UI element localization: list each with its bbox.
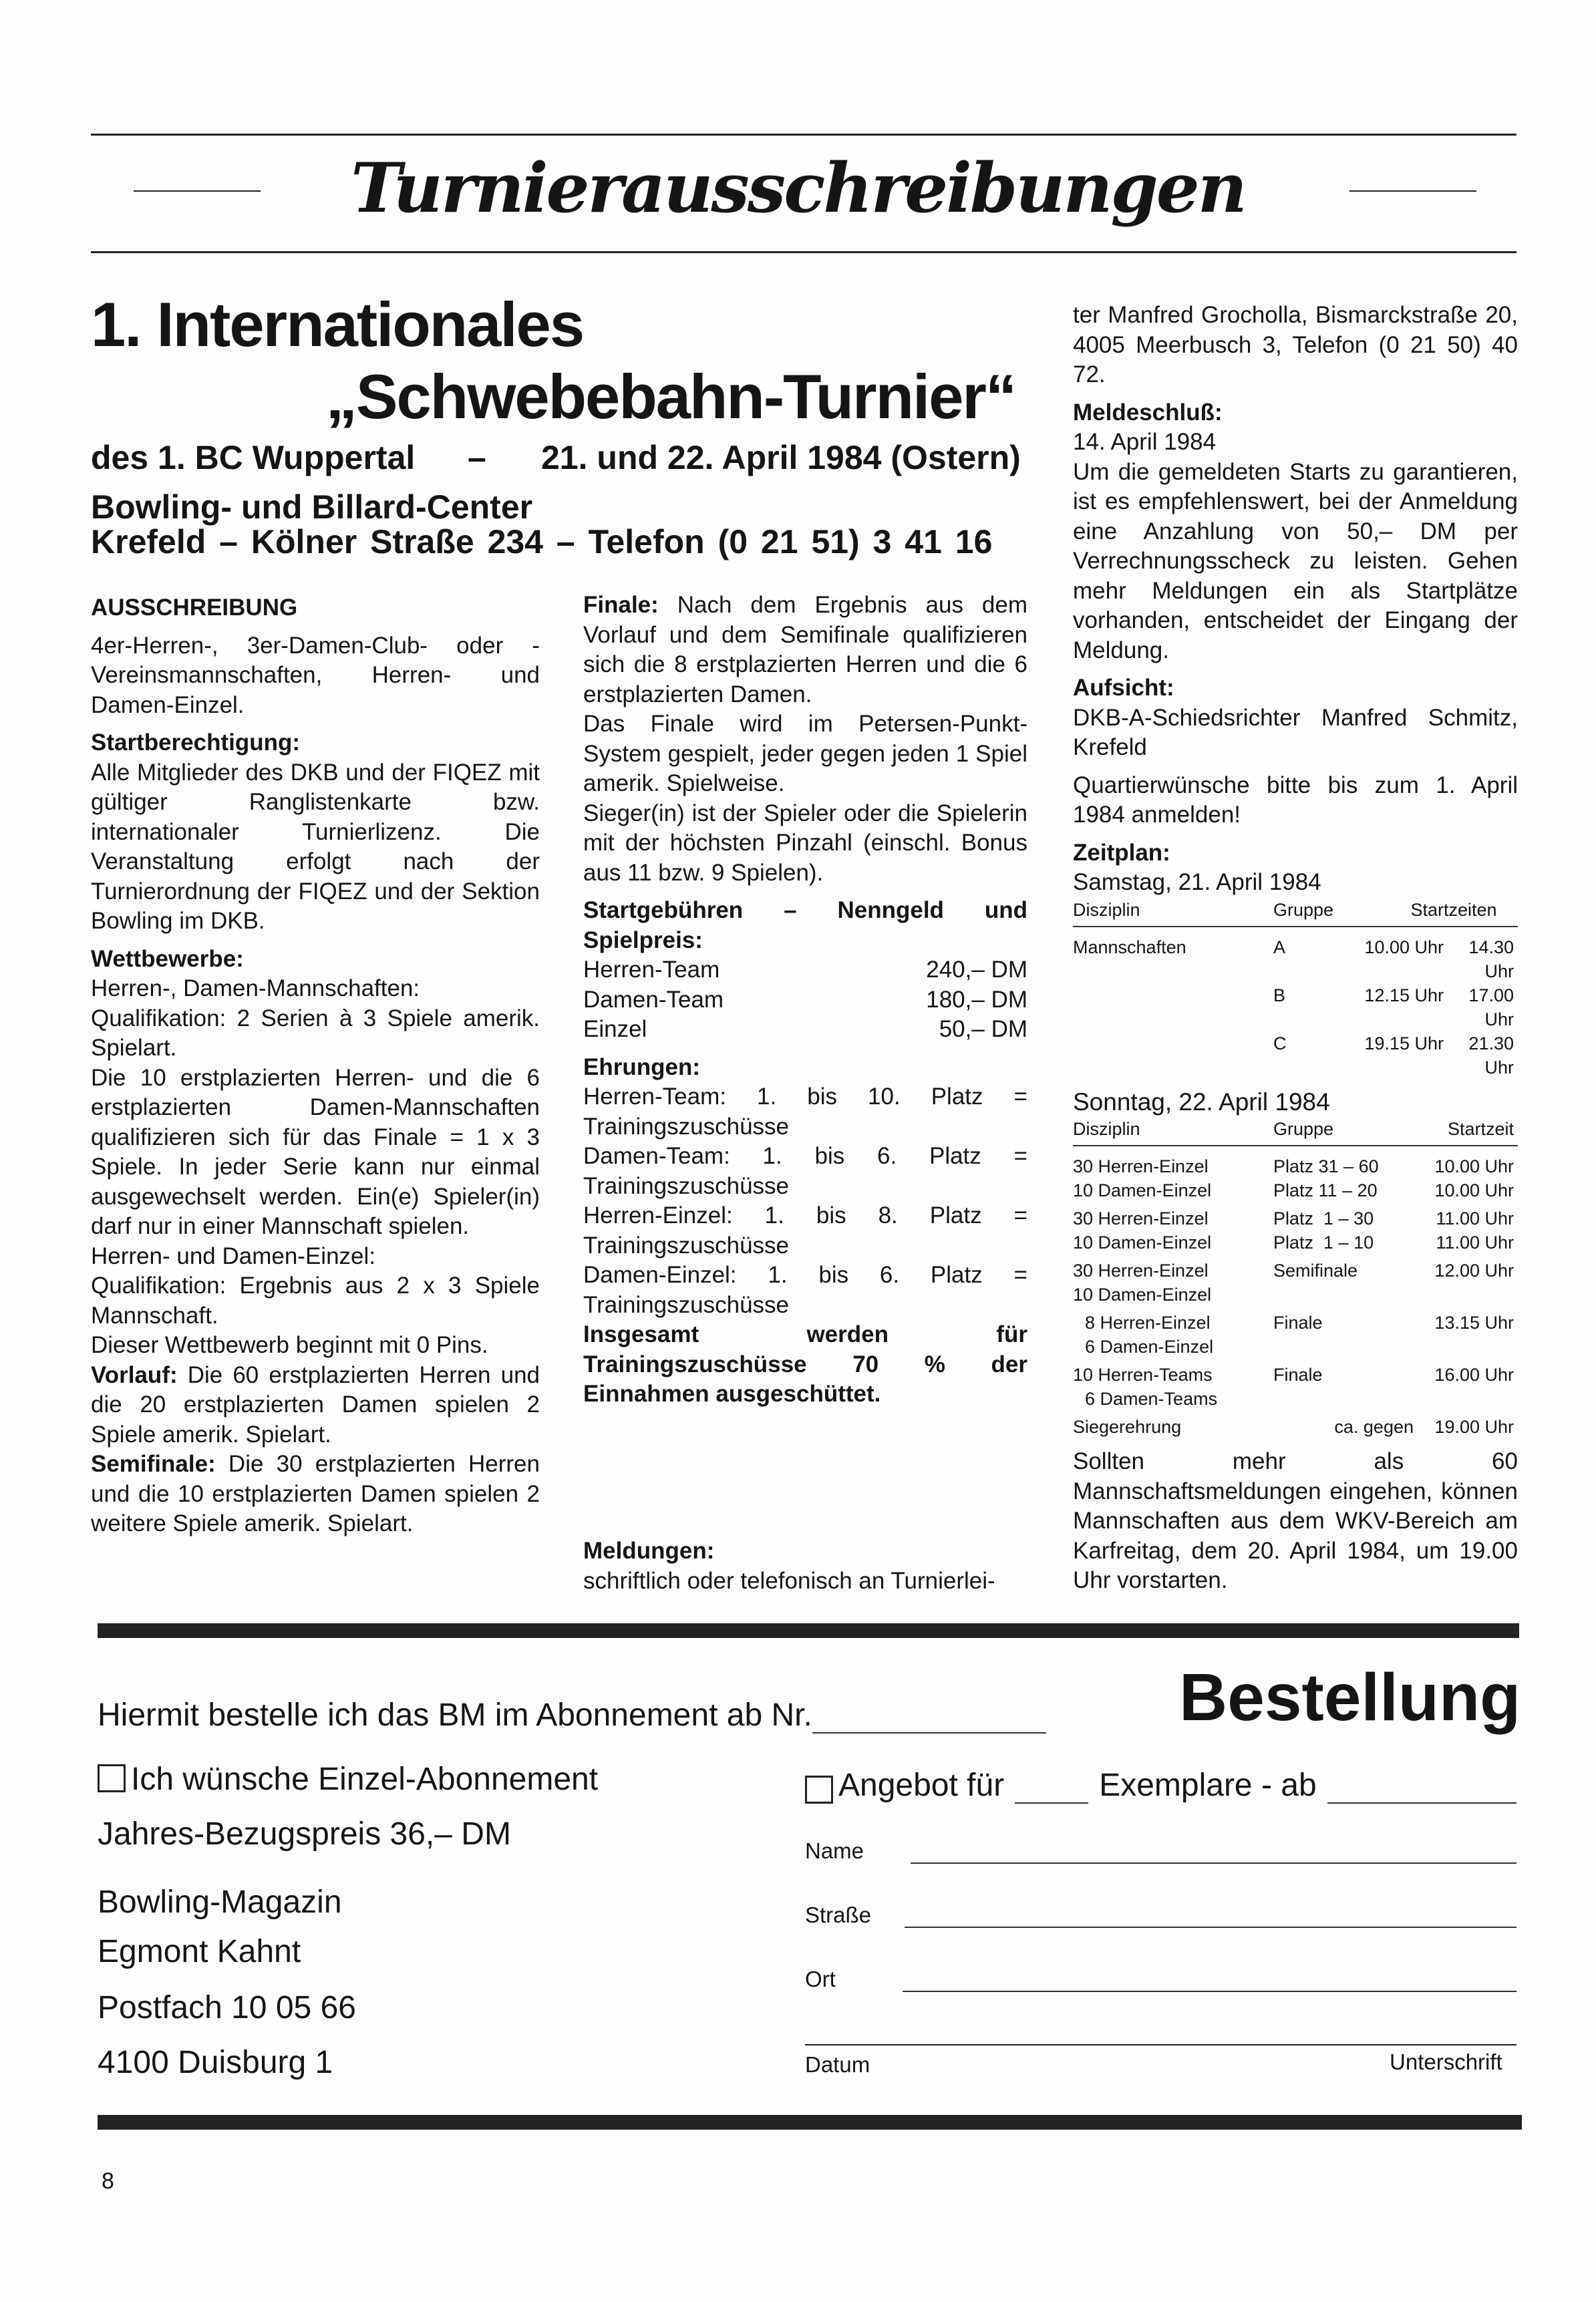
fee-row: [583, 1015, 1027, 1045]
table-row: [1073, 1206, 1518, 1230]
heading-finale: Finale:: [583, 592, 659, 618]
order-title: Bestellung: [1179, 1660, 1521, 1735]
table-cell: 6 Damen-Teams: [1085, 1389, 1218, 1409]
name-field[interactable]: [805, 1838, 1517, 1864]
fee-label: Damen-Team: [583, 986, 724, 1013]
table-cell: 21.30 Uhr: [1468, 1033, 1514, 1078]
address-line: Bowling-Magazin: [98, 1884, 342, 1920]
fee-value: 50,– DM: [939, 1016, 1027, 1042]
text-vorlauf: Die 60 erstplazierten Herren und die 20 erstplazierten Damen spielen 2 Spiele amerik. Spielart.: [91, 1361, 540, 1448]
table-cell: [1273, 1283, 1414, 1307]
table-cell: 11.00 Uhr: [1436, 1208, 1514, 1228]
heading-semifinale: Semifinale:: [91, 1451, 216, 1477]
unterschrift-label: Unterschrift: [1390, 2049, 1502, 2074]
table-cell: [1414, 1283, 1518, 1307]
table-cell: C: [1273, 1033, 1287, 1053]
fee-row: [583, 985, 1027, 1015]
table-cell: [1073, 1031, 1273, 1080]
field-label: Ort: [805, 1967, 836, 1991]
table-cell: 30 Herren-Einzel: [1073, 1208, 1209, 1228]
table-cell: B: [1273, 985, 1286, 1005]
table-cell: Finale: [1273, 1313, 1323, 1333]
table-row: [1073, 935, 1518, 983]
col-header: Startzeit: [1447, 1119, 1514, 1139]
heading-startgebuehren: Startgebühren – Nenngeld und Spielpreis:: [583, 897, 1027, 953]
heading-aufsicht: Aufsicht:: [1073, 675, 1174, 701]
heading-vorlauf: Vorlauf:: [91, 1361, 178, 1388]
meldungen-block: [583, 1536, 1027, 1596]
fee-row: [583, 955, 1027, 985]
table-cell: Platz 1 – 30: [1273, 1208, 1374, 1228]
right-column: [1073, 301, 1518, 1596]
table-row: [1073, 1415, 1518, 1439]
table-cell: 10 Herren-Teams: [1073, 1365, 1213, 1385]
text-finale-system: Das Finale wird im Petersen-Punkt-System gespielt, jeder gegen jeden 1 Spiel amerik. Spielweise.: [583, 711, 1027, 796]
saturday-date: Samstag, 21. April 1984: [1073, 869, 1321, 895]
section-title: Turnierausschreibungen: [351, 148, 1245, 228]
left-column: [91, 593, 540, 1539]
table-header: [1073, 898, 1518, 927]
sunday-date: Sonntag, 22. April 1984: [1073, 1088, 1330, 1116]
dash: –: [468, 439, 486, 476]
col-header: Startzeiten: [1410, 899, 1497, 920]
venue: Bowling- und Billard-Center: [91, 488, 533, 526]
text-meldeschluss-date: 14. April 1984: [1073, 429, 1217, 455]
fee-label: Herren-Team: [583, 957, 720, 983]
table-cell: 10 Damen-Einzel: [1073, 1232, 1212, 1253]
order-line-label: Hiermit bestelle ich das BM im Abonnement ab Nr.: [98, 1697, 812, 1733]
table-cell: 10 Damen-Einzel: [1073, 1285, 1212, 1305]
saturday-schedule-table: [1073, 898, 1518, 1080]
heading-zeitplan: Zeitplan:: [1073, 839, 1170, 866]
organizer: des 1. BC Wuppertal: [91, 439, 416, 476]
exemplare-label: Exemplare - ab: [1099, 1768, 1317, 1803]
heading-startberechtigung: Startberechtigung:: [91, 729, 301, 756]
col-header: Disziplin: [1073, 1119, 1140, 1139]
text-meldungen: schriftlich oder telefonisch an Turnierlei-: [583, 1567, 995, 1594]
heading-wettbewerbe: Wettbewerbe:: [91, 945, 244, 972]
thick-bar-bottom: [98, 2115, 1522, 2130]
address: Krefeld – Kölner Straße 234 – Telefon (0 21 51) 3 41 16: [91, 523, 993, 560]
table-cell: 10 Damen-Einzel: [1073, 1180, 1212, 1200]
text-startberechtigung: Alle Mitglieder des DKB und der FIQEZ mit gültiger Ranglistenkarte bzw. internationaler Turnierlizenz. Die Veranstaltung erfolgt nach der Turnierordnung der FIQEZ und der Sektion Bowling im DKB.: [91, 759, 540, 934]
table-cell: Platz 1 – 10: [1273, 1232, 1374, 1253]
table-row: [1073, 1311, 1518, 1335]
text-wettbewerbe: Qualifikation: Ergebnis aus 2 x 3 Spiele Mannschaft.: [91, 1273, 540, 1329]
ehrung-item: Herren-Einzel: 1. bis 8. Platz = Trainingszuschüsse: [583, 1202, 1027, 1259]
text-wettbewerbe: Herren-, Damen-Mannschaften:: [91, 975, 420, 1001]
top-rule: [91, 134, 1517, 136]
text-wettbewerbe: Dieser Wettbewerb beginnt mit 0 Pins.: [91, 1332, 488, 1358]
table-cell: Platz 11 – 20: [1273, 1180, 1378, 1200]
street-field[interactable]: [805, 1903, 1517, 1928]
ehrung-item: Herren-Team: 1. bis 10. Platz = Trainingszuschüsse: [583, 1084, 1027, 1140]
abo-number-field[interactable]: [812, 1708, 1046, 1734]
headline-line1: 1. Internationales: [91, 289, 584, 359]
table-cell: Finale: [1273, 1365, 1323, 1385]
table-cell: 14.30 Uhr: [1468, 937, 1514, 981]
table-row: [1073, 1031, 1518, 1080]
text-finale-sieger: Sieger(in) ist der Spieler oder die Spielerin mit der höchsten Pinzahl (einschl. Bonus aus 11 bzw. 9 Spielen).: [583, 800, 1027, 886]
table-cell: 16.00 Uhr: [1434, 1365, 1514, 1385]
signature-line[interactable]: [805, 2044, 1517, 2045]
table-cell: 30 Herren-Einzel: [1073, 1156, 1209, 1176]
table-cell: 19.00 Uhr: [1434, 1417, 1514, 1437]
text-insgesamt: Insgesamt werden für Trainingszuschüsse 70 % der Einnahmen ausgeschüttet.: [583, 1321, 1027, 1407]
table-row: [1073, 1335, 1518, 1359]
ehrung-item: Damen-Team: 1. bis 6. Platz = Trainingszuschüsse: [583, 1143, 1027, 1199]
heading-meldungen: Meldungen:: [583, 1538, 715, 1564]
title-bottom-rule: [91, 251, 1517, 253]
quantity-field[interactable]: [1015, 1776, 1088, 1804]
table-cell: 12.00 Uhr: [1434, 1261, 1514, 1281]
field-label: Straße: [805, 1903, 872, 1927]
field-label: Name: [805, 1838, 864, 1863]
table-row: [1073, 1154, 1518, 1178]
text-quartier: Quartierwünsche bitte bis zum 1. April 1984 anmelden!: [1073, 772, 1518, 828]
table-cell: 13.15 Uhr: [1434, 1313, 1514, 1333]
checkbox-einzel[interactable]: [98, 1764, 126, 1792]
sunday-schedule-table: [1073, 1117, 1518, 1439]
address-line: Egmont Kahnt: [98, 1934, 301, 1969]
page-number: 8: [102, 2168, 114, 2194]
table-row: [1073, 1387, 1518, 1411]
heading-ehrungen: Ehrungen:: [583, 1053, 700, 1080]
einzel-label: Ich wünsche Einzel-Abonnement: [131, 1762, 599, 1797]
table-cell: Mannschaften: [1073, 937, 1186, 957]
text-ausschreibung: 4er-Herren-, 3er-Damen-Club- oder -Vereinsmannschaften, Herren- und Damen-Einzel.: [91, 632, 540, 718]
table-cell: [1273, 1335, 1414, 1359]
table-cell: ca. gegen: [1334, 1417, 1414, 1437]
table-header: [1073, 1117, 1518, 1146]
heading-ausschreibung: AUSSCHREIBUNG: [91, 595, 298, 621]
text-wettbewerbe: Qualifikation: 2 Serien à 3 Spiele amerik. Spielart.: [91, 1005, 540, 1061]
fee-value: 240,– DM: [926, 957, 1027, 983]
order-line: [98, 1697, 1046, 1734]
table-cell: Semifinale: [1273, 1261, 1358, 1281]
table-cell: 19.15 Uhr: [1364, 1033, 1444, 1053]
table-row: [1073, 1363, 1518, 1387]
text-wettbewerbe: Die 10 erstplazierten Herren- und die 6 erstplazierten Damen-Mannschaften qualifizieren sich für das Finale = 1 x 3 Spiele. In jeder Serie kann nur einmal ausgewechselt werden. Ein(e) Spieler(in) darf nur in einer Mannschaft spielen.: [91, 1064, 540, 1239]
table-cell: 12.15 Uhr: [1364, 985, 1444, 1005]
thick-bar-top: [98, 1623, 1519, 1638]
heading-meldeschluss: Meldeschluß:: [1073, 399, 1223, 426]
datum-label: Datum: [805, 2052, 870, 2077]
table-cell: [1414, 1335, 1518, 1359]
col-header: Gruppe: [1273, 1119, 1334, 1139]
table-cell: Siegerehrung: [1073, 1417, 1182, 1437]
price: Jahres-Bezugspreis 36,– DM: [98, 1816, 511, 1852]
text-semifinale: Die 30 erstplazierten Herren und die 10 erstplazierten Damen spielen 2 weitere Spiele amerik. Spielart.: [91, 1451, 540, 1536]
text-meldeschluss: Um die gemeldeten Starts zu garantieren, ist es empfehlenswert, bei der Anmeldung eine Anzahlung von 50,– DM per Verrechnungsscheck zu leisten. Gehen mehr Meldungen ein als Startplätze vorhanden, entscheidet der Eingang der Meldung.: [1073, 458, 1518, 663]
angebot-option[interactable]: [805, 1767, 1517, 1804]
text-wettbewerbe: Herren- und Damen-Einzel:: [91, 1243, 376, 1269]
dates: 21. und 22. April 1984 (Ostern): [541, 439, 1021, 476]
table-cell: [1073, 983, 1273, 1031]
table-cell: [1414, 1387, 1518, 1411]
table-cell: [1273, 1387, 1414, 1411]
start-field[interactable]: [1327, 1776, 1517, 1804]
table-row: [1073, 983, 1518, 1031]
table-row: [1073, 1230, 1518, 1255]
fees-list: [583, 955, 1027, 1045]
address-line: 4100 Duisburg 1: [98, 2045, 333, 2080]
angebot-label: Angebot für: [838, 1768, 1005, 1803]
text-finale: Nach dem Ergebnis aus dem Vorlauf und dem Semifinale qualifizieren sich die 8 erstplazierten Herren und die 6 erstplazierten Damen.: [583, 592, 1027, 707]
table-cell: 10.00 Uhr: [1364, 937, 1444, 957]
ehrung-item: Damen-Einzel: 1. bis 6. Platz = Trainingszuschüsse: [583, 1262, 1027, 1318]
table-cell: 17.00 Uhr: [1468, 985, 1514, 1029]
fee-value: 180,– DM: [926, 986, 1027, 1013]
table-row: [1073, 1178, 1518, 1202]
table-row: [1073, 1283, 1518, 1307]
table-cell: 30 Herren-Einzel: [1073, 1261, 1209, 1281]
table-cell: 10.00 Uhr: [1434, 1180, 1514, 1200]
table-cell: A: [1273, 937, 1286, 957]
headline-line2: „Schwebebahn-Turnier“: [325, 361, 1015, 432]
city-field[interactable]: [805, 1967, 1517, 1992]
text-meldungen-cont: ter Manfred Grocholla, Bismarckstraße 20, 4005 Meerbusch 3, Telefon (0 21 50) 40 72.: [1073, 302, 1518, 387]
col-header: Gruppe: [1273, 899, 1334, 920]
fee-label: Einzel: [583, 1016, 647, 1042]
table-cell: 10.00 Uhr: [1434, 1156, 1514, 1176]
address-line: Postfach 10 05 66: [98, 1990, 356, 2025]
text-aufsicht: DKB-A-Schiedsrichter Manfred Schmitz, Krefeld: [1073, 704, 1518, 760]
table-cell: 8 Herren-Einzel: [1085, 1313, 1211, 1333]
table-cell: 6 Damen-Einzel: [1085, 1337, 1214, 1357]
text-closing: Sollten mehr als 60 Mannschaftsmeldungen eingehen, können Mannschaften aus dem WKV-Bereich am Karfreitag, dem 20. April 1984, um 19.00 Uhr vorstarten.: [1073, 1448, 1518, 1593]
einzel-abo-option[interactable]: [98, 1761, 598, 1798]
col-header: Disziplin: [1073, 899, 1140, 920]
middle-column: [583, 591, 1027, 1410]
table-cell: 11.00 Uhr: [1436, 1232, 1514, 1253]
table-row: [1073, 1259, 1518, 1283]
table-cell: Platz 31 – 60: [1273, 1156, 1379, 1176]
checkbox-angebot[interactable]: [805, 1776, 833, 1804]
